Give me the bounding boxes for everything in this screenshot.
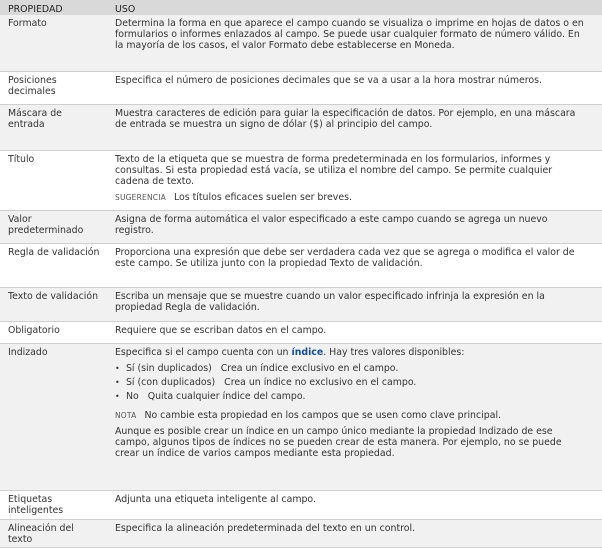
property-name: Título <box>8 154 35 165</box>
extra-text: Aunque es posible crear un índice en un campo único mediante la propiedad Indizado de ese campo, algunos tipos de índices no se pueden crear de esta manera. Por ejemplo, no se puede crear un índice de varios campos mediante esta propiedad. <box>115 426 562 459</box>
table-row <box>0 151 602 211</box>
list-item <box>115 362 588 376</box>
header-property: PROPIEDAD <box>8 3 63 15</box>
property-use <box>104 151 602 210</box>
note <box>115 410 588 421</box>
index-keyword: índice <box>291 347 324 358</box>
table-row <box>0 105 602 151</box>
table-row <box>0 211 602 244</box>
property-name: Texto de validación <box>8 291 99 302</box>
property-use-text: Especifica si el campo cuenta con un índice. Hay tres valores disponibles: <box>115 347 465 358</box>
property-name: Indizado <box>8 347 48 358</box>
list-item <box>115 376 588 390</box>
table-row <box>0 15 602 72</box>
table-row <box>0 322 602 344</box>
option-label: Sí (con duplicados) <box>125 377 216 388</box>
note-label: NOTA <box>115 411 137 420</box>
table-row <box>0 288 602 322</box>
property-use: Requiere que se escriban datos en el campo. <box>115 325 327 336</box>
property-name: Máscara de entrada <box>8 108 62 130</box>
option-label: No <box>125 391 139 402</box>
property-use: Determina la forma en que aparece el campo cuando se visualiza o imprime en hojas de datos o en formularios o informes enlazados al campo. Se puede usar cualquier formato de número válido. En la mayoría de los casos, el valor Formato debe establecerse en Moneda. <box>115 18 584 51</box>
property-use: Especifica la alineación predeterminada del texto en un control. <box>115 523 416 534</box>
property-name: Posiciones decimales <box>8 75 57 97</box>
option-label: Sí (sin duplicados) <box>125 363 212 374</box>
property-name: Valor predeterminado <box>8 214 84 236</box>
property-use: Muestra caracteres de edición para guiar la especificación de datos. Por ejemplo, en una máscara de entrada se muestra un signo de dólar ($) al principio del campo. <box>115 108 576 130</box>
property-use: Proporciona una expresión que debe ser verdadera cada vez que se agrega o modifica el valor de este campo. Se utiliza junto con la propiedad Texto de validación. <box>115 247 575 269</box>
option-desc: Crea un índice no exclusivo en el campo. <box>224 377 417 388</box>
table-row <box>0 491 602 520</box>
list-item <box>115 390 588 404</box>
tip-text: Los títulos eficaces suelen ser breves. <box>173 192 352 203</box>
property-use: Escriba un mensaje que se muestre cuando un valor especificado infrinja la expresión en la propiedad Regla de validación. <box>115 291 545 313</box>
table-row <box>0 72 602 105</box>
table-row <box>0 244 602 288</box>
tip-label: SUGERENCIA <box>115 193 166 202</box>
property-name: Obligatorio <box>8 325 60 336</box>
property-use: Asigna de forma automática el valor especificado a este campo cuando se agrega un nuevo registro. <box>115 214 548 236</box>
bullet-icon: • <box>115 378 120 387</box>
property-use: Especifica el número de posiciones decimales que se va a usar a la hora mostrar números. <box>115 75 542 86</box>
property-name: Alineación del texto <box>8 523 74 545</box>
option-desc: Quita cualquier índice del campo. <box>147 391 306 402</box>
bullet-icon: • <box>115 364 120 373</box>
table-header <box>0 0 602 15</box>
table-row <box>0 520 602 548</box>
property-name: Regla de validación <box>8 247 100 258</box>
property-name: Etiquetas inteligentes <box>8 494 64 516</box>
header-use: USO <box>115 3 136 15</box>
note-text: No cambie esta propiedad en los campos que se usen como clave principal. <box>144 410 502 421</box>
table-row <box>0 344 602 491</box>
tip <box>115 192 588 203</box>
index-options-list <box>115 362 588 404</box>
property-use: Adjunta una etiqueta inteligente al campo. <box>115 494 316 505</box>
option-desc: Crea un índice exclusivo en el campo. <box>220 363 399 374</box>
property-name: Formato <box>8 18 47 29</box>
property-use-text: Texto de la etiqueta que se muestra de forma predeterminada en los formularios, informes y consultas. Si esta propiedad está vacía, se utiliza el nombre del campo. Se permite cualquier cadena de texto. <box>115 154 553 187</box>
bullet-icon: • <box>115 392 120 401</box>
property-use <box>104 344 602 490</box>
